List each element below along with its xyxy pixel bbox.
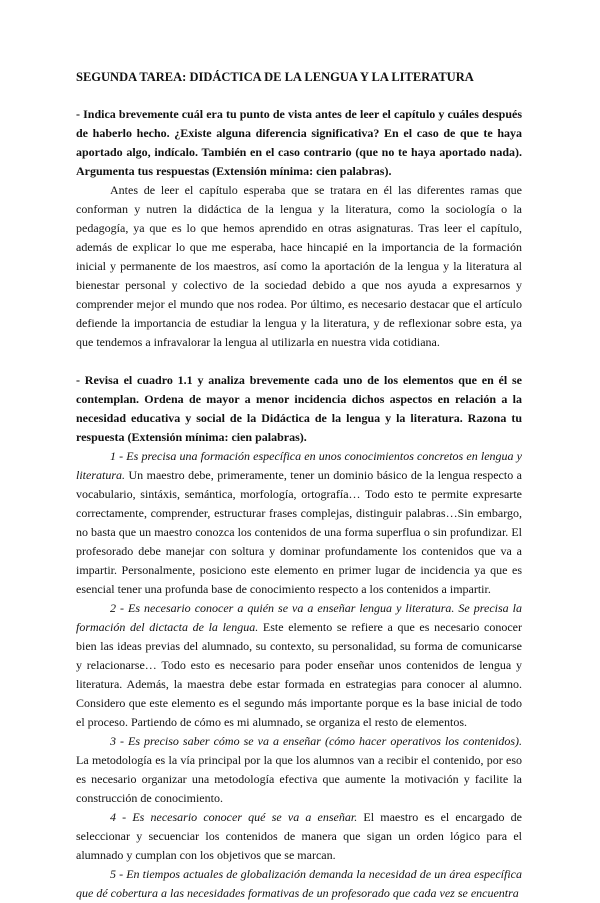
item-heading: 1 - Es precisa una formación específica en unos conocimientos concretos en lengua y literatura.	[76, 449, 522, 482]
question-1: - Indica brevemente cuál era tu punto de vista antes de leer el capítulo y cuáles después de haberlo hecho. ¿Existe alguna diferencia significativa? En el caso de que te haya aportado algo, indícalo. También en el caso contrario (que no te haya aportado nada). Argumenta tus respuestas (Extensión mínima: cien palabras).	[76, 107, 522, 178]
document-page	[76, 68, 522, 903]
item-body: Este elemento se refiere a que es necesario conocer bien las ideas previas del alumnado, su contexto, su personalidad, su forma de comunicarse y relacionarse… Todo esto es necesario para poder enseñar unos contenidos de lengua y literatura. Además, la maestra debe estar formada en estrategias para conocer al alumno. Considero que este elemento es el segundo más importante porque es la base inicial de todo el proceso. Partiendo de cómo es mi alumnado, se organiza el resto de elementos.	[76, 620, 523, 729]
answer-item-4	[76, 808, 522, 865]
question-2: - Revisa el cuadro 1.1 y analiza brevemente cada uno de los elementos que en él se contemplan. Ordena de mayor a menor incidencia dichos aspectos en relación a la necesidad educativa y social de la Didáctica de la lengua y la literatura. Razona tu respuesta (Extensión mínima: cien palabras).	[76, 373, 522, 444]
item-heading: 2 - Es necesario conocer a quién se va a enseñar lengua y literatura. Se precisa la formación del dictacta de la lengua.	[76, 601, 522, 634]
item-heading: 5 - En tiempos actuales de globalización demanda la necesidad de un área específica que dé cobertura a las necesidades formativas de un profesorado que cada vez se encuentra	[76, 867, 522, 900]
answer-item-5	[76, 865, 522, 903]
item-body: Un maestro debe, primeramente, tener un dominio básico de la lengua respecto a vocabulario, sintáxis, semántica, morfología, ortografía… Todo esto te permite expresarte correctamente, comprender, estructurar frases complejas, distinguir palabras…Sin embargo, no basta que un maestro conozca los contenidos de una forma superflua o sin profundizar. El profesorado debe manejar con soltura y dominar profundamente los contenidos que va a impartir. Personalmente, posiciono este elemento en primer lugar de incidencia ya que es esencial tener una profunda base de conocimiento respecto a los contenidos a impartir.	[76, 468, 522, 596]
item-heading: 3 - Es preciso saber cómo se va a enseñar (cómo hacer operativos los contenidos).	[110, 734, 522, 748]
spacer	[76, 352, 522, 371]
answer-item-3	[76, 732, 522, 808]
item-body: El maestro es el encargado de seleccionar y secuenciar los contenidos de manera que sigan un orden lógico para el alumnado y cumplan con los objetivos que se marcan.	[76, 810, 523, 862]
answer-1: Antes de leer el capítulo esperaba que se tratara en él las diferentes ramas que conforman y nutren la didáctica de la lengua y la literatura, como la sociología o la pedagogía, ya que es lo que hemos aprendido en otras asignaturas. Tras leer el capítulo, además de explicar lo que me esperaba, hace hincapié en la importancia de la formación inicial y permanente de los maestros, así como la aportación de la lengua y la literatura al bienestar personal y colectivo de la sociedad debido a que nos ayuda a expresarnos y comprender mejor el mundo que nos rodea. Por último, es necesario destacar que el artículo defiende la importancia de estudiar la lengua y la literatura, y de reflexionar sobre esta, ya que tendemos a infravalorar la lengua al utilizarla en nuestra vida cotidiana.	[76, 183, 522, 349]
answer-item-1	[76, 447, 522, 599]
item-body: La metodología es la vía principal por la que los alumnos van a recibir el contenido, por eso es necesario organizar una metodología efectiva que aumente la motivación y facilite la construcción de conocimiento.	[76, 753, 522, 805]
answer-item-2	[76, 599, 522, 732]
document-title: SEGUNDA TAREA: DIDÁCTICA DE LA LENGUA Y LA LITERATURA	[76, 70, 474, 84]
item-heading: 4 - Es necesario conocer qué se va a enseñar.	[110, 810, 358, 824]
